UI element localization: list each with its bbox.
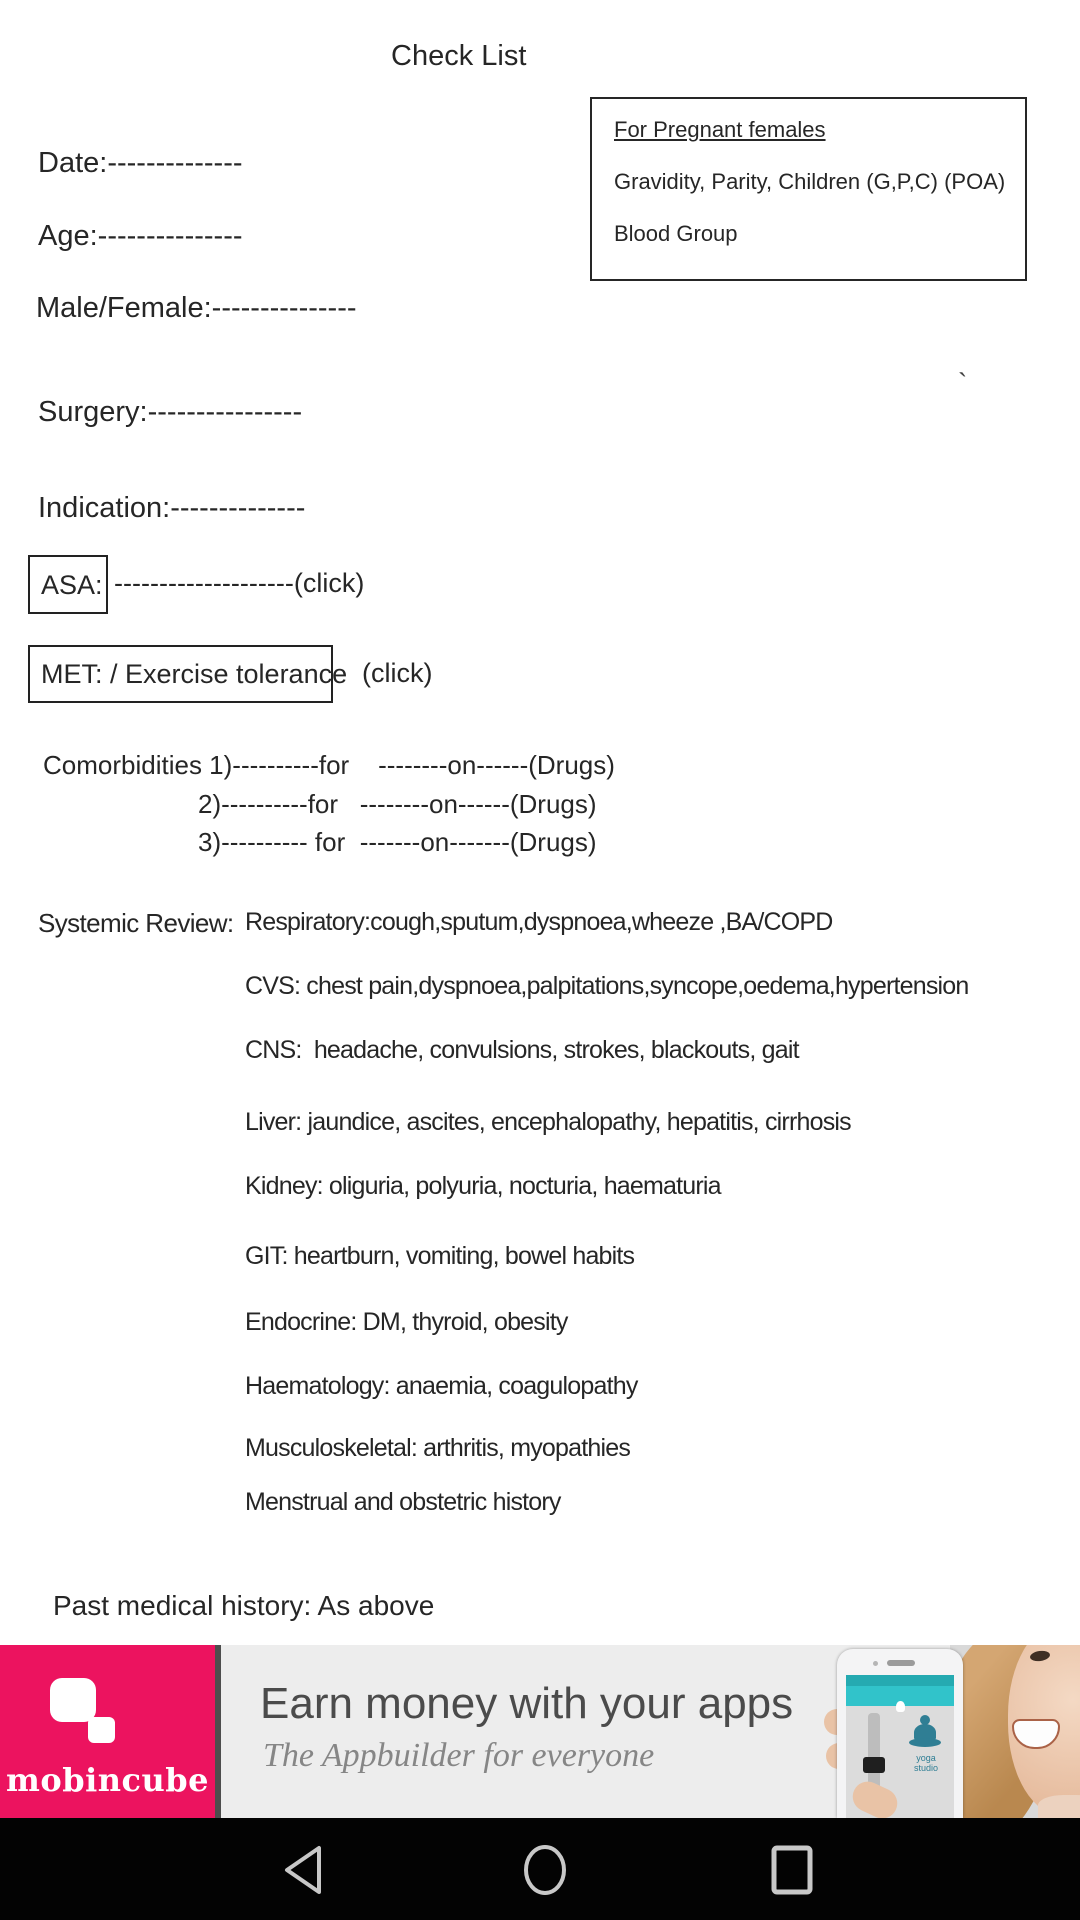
age-field: Age:--------------- xyxy=(38,220,243,252)
ad-banner[interactable] xyxy=(0,1645,1080,1818)
systemic-review-haematology: Haematology: anaemia, coagulopathy xyxy=(245,1372,638,1400)
home-icon[interactable] xyxy=(519,1844,571,1896)
systemic-review-respiratory: Respiratory:cough,sputum,dyspnoea,wheeze ,BA/COPD xyxy=(245,908,833,936)
systemic-review-git: GIT: heartburn, vomiting, bowel habits xyxy=(245,1242,635,1270)
met-click-box[interactable] xyxy=(28,645,348,703)
asa-label: ASA: xyxy=(41,570,103,600)
woman-photo xyxy=(950,1645,1080,1818)
ad-brand-block xyxy=(0,1645,215,1818)
phone-speaker xyxy=(887,1660,915,1666)
date-field: Date:-------------- xyxy=(38,147,243,179)
app-statusbar xyxy=(846,1675,954,1686)
pregnant-box-heading: For Pregnant females xyxy=(614,117,826,142)
systemic-review-menstrual: Menstrual and obstetric history xyxy=(245,1488,561,1516)
yoga-meditation-icon xyxy=(908,1715,942,1749)
mobincube-logo-icon xyxy=(50,1678,96,1722)
android-nav-bar xyxy=(0,1818,1080,1920)
systemic-review-cvs: CVS: chest pain,dyspnoea,palpitations,syncope,oedema,hypertension xyxy=(245,972,969,1000)
headstand-shorts xyxy=(863,1757,885,1773)
pregnant-box-line-blood-group: Blood Group xyxy=(614,221,738,246)
systemic-review-endocrine: Endocrine: DM, thyroid, obesity xyxy=(245,1308,568,1336)
app-navbar xyxy=(846,1686,954,1706)
yoga-nav-glyph-icon xyxy=(896,1701,905,1712)
ad-subheadline: The Appbuilder for everyone xyxy=(263,1737,655,1774)
indication-field: Indication:-------------- xyxy=(38,492,306,524)
systemic-review-musculoskeletal: Musculoskeletal: arthritis, myopathies xyxy=(245,1434,631,1462)
systemic-review-liver: Liver: jaundice, ascites, encephalopathy, hepatitis, cirrhosis xyxy=(245,1108,851,1136)
pregnant-females-box xyxy=(590,97,1027,281)
systemic-review-kidney: Kidney: oliguria, polyuria, nocturia, haematuria xyxy=(245,1172,721,1200)
systemic-review-label: Systemic Review: xyxy=(38,908,234,938)
male-female-field: Male/Female:--------------- xyxy=(36,292,357,324)
ad-divider xyxy=(215,1645,221,1818)
ad-photo xyxy=(800,1645,1080,1818)
met-label: MET: / Exercise tolerance xyxy=(41,659,348,689)
stray-mark: ` xyxy=(958,368,968,399)
page-title: Check List xyxy=(391,40,527,72)
past-medical-history: Past medical history: As above xyxy=(53,1590,435,1621)
surgery-field: Surgery:---------------- xyxy=(38,396,303,428)
asa-dashed-line[interactable]: --------------------(click) xyxy=(114,568,365,598)
recents-icon[interactable] xyxy=(766,1844,818,1896)
phone-camera xyxy=(873,1661,878,1666)
comorbidity-line-2: 2)----------for --------on------(Drugs) xyxy=(198,789,597,819)
ad-headline: Earn money with your apps xyxy=(260,1679,794,1728)
comorbidity-line-1: Comorbidities 1)----------for --------on------(Drugs) xyxy=(43,750,615,780)
yoga-app-title: yoga studio xyxy=(913,1753,939,1773)
met-click-hint[interactable]: (click) xyxy=(362,658,433,688)
back-icon[interactable] xyxy=(281,1844,333,1896)
comorbidity-line-3: 3)---------- for -------on-------(Drugs) xyxy=(198,827,597,857)
systemic-review-cns: CNS: headache, convulsions, strokes, blackouts, gait xyxy=(245,1036,799,1064)
pregnant-box-line-gravidity: Gravidity, Parity, Children (G,P,C) (POA) xyxy=(614,169,1006,194)
woman-shoulder xyxy=(1038,1795,1080,1818)
asa-click-box[interactable] xyxy=(28,555,108,614)
ad-brand-name: mobincube xyxy=(6,1761,209,1799)
mobincube-logo-icon-small xyxy=(88,1717,115,1743)
